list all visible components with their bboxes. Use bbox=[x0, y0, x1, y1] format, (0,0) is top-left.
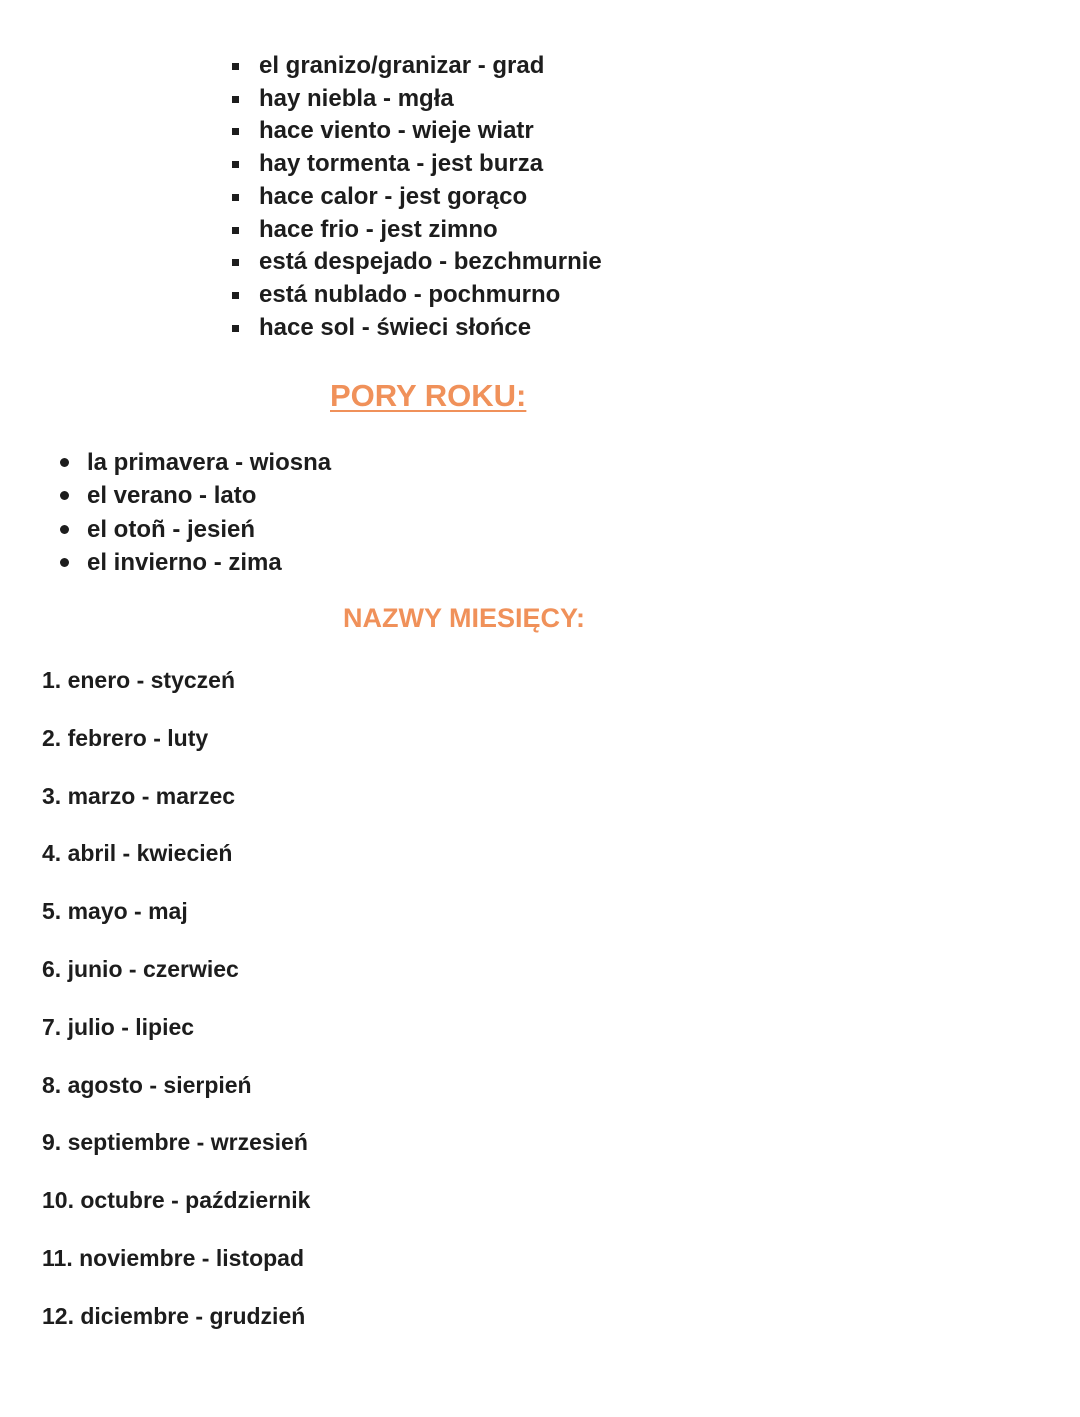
season-item bbox=[58, 479, 331, 512]
square-bullet-icon bbox=[232, 227, 239, 234]
month-item: 11. noviembre - listopad bbox=[42, 1244, 305, 1271]
month-item: 2. febrero - luty bbox=[42, 724, 209, 751]
month-item: 12. diciembre - grudzień bbox=[42, 1302, 306, 1329]
round-bullet-icon bbox=[60, 458, 69, 467]
month-item: 7. julio - lipiec bbox=[42, 1013, 195, 1040]
weather-item bbox=[232, 279, 602, 312]
square-bullet-icon bbox=[232, 161, 239, 168]
season-item-text: el verano - lato bbox=[87, 482, 257, 510]
season-item-text: el otoñ - jesień bbox=[87, 515, 256, 543]
weather-item-text: está nublado - pochmurno bbox=[259, 280, 561, 308]
season-item-text: el invierno - zima bbox=[87, 548, 282, 576]
month-item: 9. septiembre - wrzesień bbox=[42, 1129, 308, 1156]
square-bullet-icon bbox=[232, 325, 239, 332]
weather-item-text: hace sol - świeci słońce bbox=[259, 313, 532, 341]
weather-item bbox=[232, 181, 602, 214]
month-item: 1. enero - styczeń bbox=[42, 667, 236, 693]
season-item bbox=[58, 446, 331, 479]
months-list bbox=[42, 662, 310, 1356]
month-item: 4. abril - kwiecień bbox=[42, 840, 233, 867]
weather-item-text: hay tormenta - jest burza bbox=[259, 150, 544, 178]
square-bullet-icon bbox=[232, 259, 239, 266]
weather-item-text: hay niebla - mgła bbox=[259, 84, 454, 112]
seasons-list bbox=[58, 446, 331, 579]
round-bullet-icon bbox=[60, 491, 69, 500]
square-bullet-icon bbox=[232, 292, 239, 299]
round-bullet-icon bbox=[60, 525, 69, 534]
weather-item-text: el granizo/granizar - grad bbox=[259, 52, 545, 79]
weather-item-text: hace calor - jest gorąco bbox=[259, 182, 528, 210]
weather-item bbox=[232, 115, 602, 148]
month-item: 6. junio - czerwiec bbox=[42, 955, 239, 982]
square-bullet-icon bbox=[232, 63, 239, 70]
weather-item bbox=[232, 246, 602, 279]
season-item-text: la primavera - wiosna bbox=[87, 449, 332, 476]
month-item: 10. octubre - październik bbox=[42, 1187, 311, 1214]
weather-item bbox=[232, 214, 602, 247]
weather-vocabulary-list bbox=[232, 50, 602, 344]
month-item: 8. agosto - sierpień bbox=[42, 1071, 252, 1098]
weather-item-text: hace frio - jest zimno bbox=[259, 215, 498, 243]
square-bullet-icon bbox=[232, 194, 239, 201]
square-bullet-icon bbox=[232, 96, 239, 103]
season-item bbox=[58, 546, 331, 579]
months-heading: NAZWY MIESIĘCY: bbox=[343, 603, 586, 633]
month-item: 3. marzo - marzec bbox=[42, 782, 236, 809]
weather-item bbox=[232, 148, 602, 181]
round-bullet-icon bbox=[60, 558, 69, 567]
weather-item bbox=[232, 312, 602, 345]
weather-item-text: está despejado - bezchmurnie bbox=[259, 248, 602, 276]
square-bullet-icon bbox=[232, 128, 239, 135]
weather-item-text: hace viento - wieje wiatr bbox=[259, 117, 534, 145]
seasons-heading: PORY ROKU: bbox=[330, 378, 527, 413]
season-item bbox=[58, 513, 331, 546]
month-item: 5. mayo - maj bbox=[42, 898, 188, 925]
weather-item bbox=[232, 83, 602, 116]
weather-item bbox=[232, 50, 602, 83]
